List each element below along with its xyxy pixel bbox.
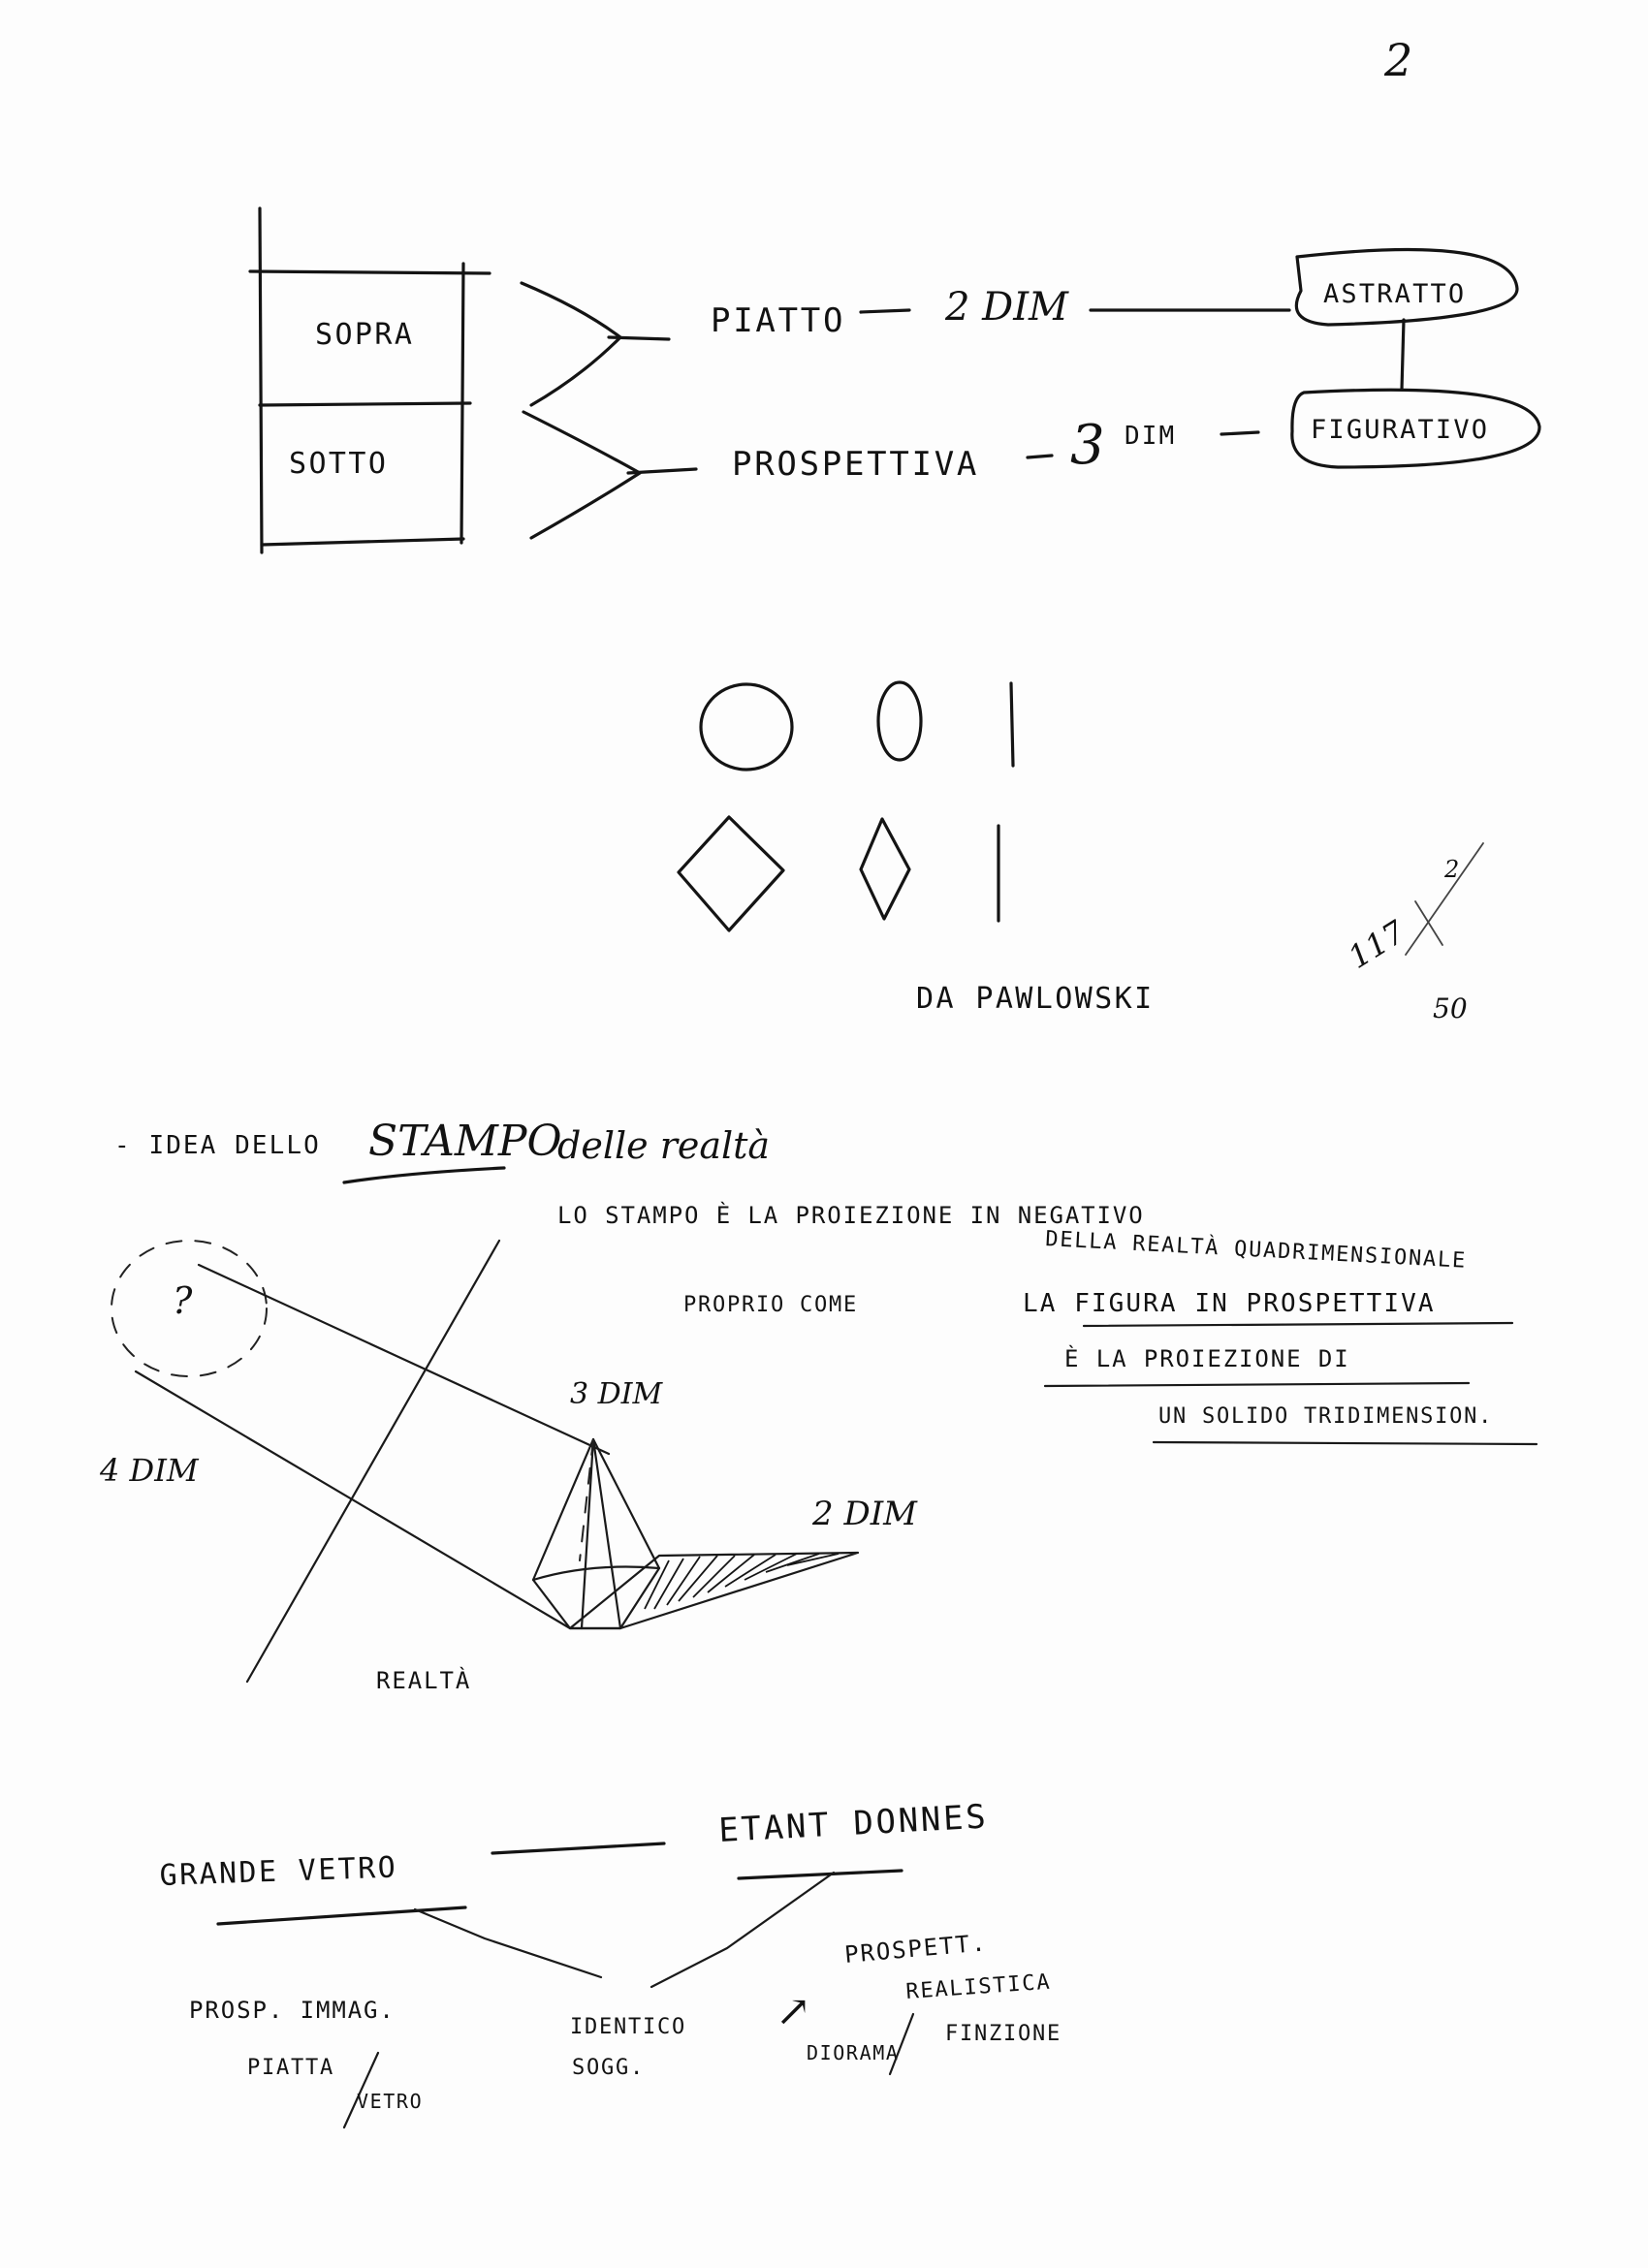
intro-dash: - IDEA DELLO <box>114 1131 321 1160</box>
margin-number: 117 <box>1342 913 1412 976</box>
flat-label: PIATTO <box>711 301 846 340</box>
unknown-mark: ? <box>173 1279 193 1322</box>
note-line-3b: LA FIGURA IN PROSPETTIVA <box>1023 1289 1436 1318</box>
pyramid-base-back <box>533 1567 659 1581</box>
reality-plane-line <box>247 1241 499 1682</box>
intro-rest: delle realtà <box>557 1124 771 1167</box>
perspective-label: PROSPETTIVA <box>732 445 980 484</box>
label-2dim: 2 DIM <box>812 1495 917 1533</box>
brace-lower <box>523 412 640 538</box>
persp-dash <box>1028 456 1052 457</box>
intro-keyword: STAMPO <box>368 1117 562 1166</box>
left-note-3: VETRO <box>357 2090 424 2113</box>
center-note-2: SOGG. <box>572 2056 646 2080</box>
shadow-triangle <box>570 1553 858 1628</box>
center-note-1: IDENTICO <box>570 2015 687 2039</box>
projection-line-bottom <box>136 1371 570 1628</box>
note-line-3a: PROPRIO COME <box>683 1293 859 1317</box>
circle-shape <box>701 684 792 770</box>
right-note-3: DIORAMA <box>807 2041 900 2064</box>
shapes-caption: DA PAWLOWSKI <box>916 982 1155 1016</box>
flat-dash <box>861 310 909 312</box>
note-line-2: DELLA REALTÀ QUADRIMENSIONALE <box>1044 1227 1468 1274</box>
narrow-ellipse-shape <box>878 682 921 760</box>
arrow-mark: ↗ <box>776 1987 811 2036</box>
pawlowski-shapes <box>679 682 1155 1016</box>
box-bottom-edge <box>262 539 463 545</box>
flat-result: ASTRATTO <box>1323 279 1467 309</box>
margin-note <box>1342 843 1483 1024</box>
left-title: GRANDE VETRO <box>159 1850 398 1893</box>
note-underline-1 <box>1084 1323 1512 1326</box>
shadow-hatching <box>645 1554 839 1609</box>
pyramid-outline <box>533 1439 659 1628</box>
persp-result: FIGURATIVO <box>1311 415 1490 445</box>
grande-vetro-section <box>159 1797 1062 2127</box>
note-underline-3 <box>1154 1442 1537 1444</box>
sopra-sotto-diagram <box>250 208 1539 552</box>
label-4dim: 4 DIM <box>100 1452 199 1489</box>
left-branch <box>415 1909 601 1977</box>
right-underline <box>739 1871 902 1878</box>
narrow-diamond-shape <box>861 819 909 919</box>
right-note-4: FINZIONE <box>945 2022 1062 2046</box>
titles-connector <box>492 1843 664 1853</box>
left-note-1: PROSP. IMMAG. <box>189 1997 396 2024</box>
margin-sub: 50 <box>1433 992 1468 1024</box>
right-note-1: PROSPETT. <box>843 1929 989 1969</box>
keyword-underline <box>344 1168 504 1182</box>
projection-line-top <box>199 1265 609 1454</box>
label-reality: REALTÀ <box>376 1667 472 1694</box>
margin-exponent: 2 <box>1444 856 1460 883</box>
flat-dim: 2 DIM <box>945 285 1068 330</box>
left-note-2: PIATTA <box>247 2056 335 2080</box>
bubble-link <box>1402 320 1404 390</box>
brace-lower-stem <box>628 469 696 473</box>
page-number: 2 <box>1384 34 1413 86</box>
note-underline-2 <box>1045 1383 1469 1386</box>
stampo-section <box>99 1117 1537 1694</box>
note-line-1: LO STAMPO È LA PROIEZIONE IN NEGATIVO <box>557 1202 1145 1229</box>
diamond-shape <box>679 817 783 930</box>
box-middle-divider <box>260 403 470 405</box>
persp-connector <box>1221 432 1258 434</box>
right-title: ETANT DONNES <box>717 1797 990 1850</box>
box-bottom-label: SOTTO <box>289 447 389 481</box>
vertical-line-shape <box>1011 683 1013 766</box>
persp-dim-number: 3 <box>1070 414 1105 477</box>
box-left-edge <box>260 208 262 552</box>
box-top-label: SOPRA <box>315 318 415 352</box>
box-top-edge <box>250 271 490 273</box>
right-note-2: REALISTICA <box>904 1969 1053 2004</box>
label-3dim: 3 DIM <box>570 1377 663 1411</box>
note-line-5: UN SOLIDO TRIDIMENSION. <box>1158 1404 1494 1429</box>
right-branch <box>651 1873 834 1987</box>
brace-upper <box>522 283 620 405</box>
note-line-4: È LA PROIEZIONE DI <box>1064 1345 1350 1372</box>
persp-dim-unit: DIM <box>1125 422 1177 451</box>
brace-upper-stem <box>609 337 669 339</box>
